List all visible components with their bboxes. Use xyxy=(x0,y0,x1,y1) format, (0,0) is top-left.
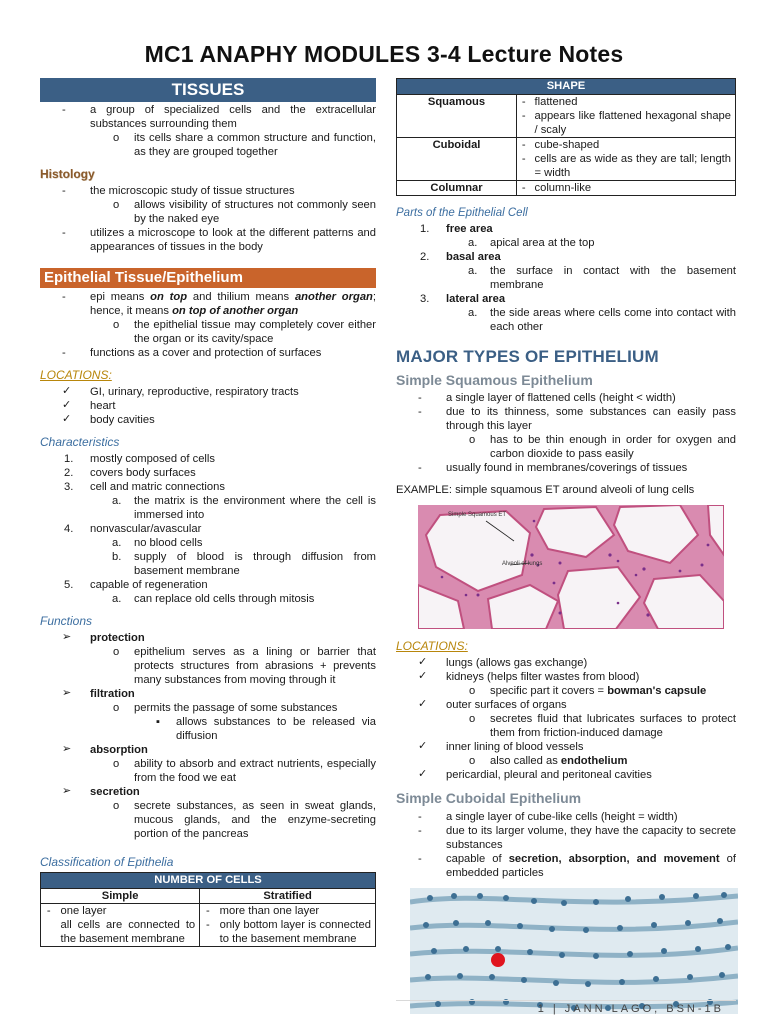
tissues-header: TISSUES xyxy=(40,78,376,102)
dash-bullet-icon: - xyxy=(62,185,66,197)
circle-bullet-icon: o xyxy=(113,758,120,770)
list-item: a. the matrix is the environment where the cell is immersed into xyxy=(112,495,376,521)
list-item: a. apical area at the top xyxy=(468,237,595,250)
alveoli-micrograph xyxy=(418,505,724,629)
list-item: 3. cell and matric connections xyxy=(64,481,225,493)
dash-bullet-icon: - xyxy=(418,824,422,837)
arrow-bullet-icon: ➢ xyxy=(62,743,72,755)
checkmark-icon: ✓ xyxy=(62,413,72,425)
checkmark-icon: ✓ xyxy=(418,698,428,711)
dash-bullet-icon: - xyxy=(62,347,66,359)
list-item: 3. lateral area xyxy=(420,293,506,306)
list-item: o secretes fluid that lubricates surfaces to protect them from friction-induced damage xyxy=(469,713,736,740)
list-item: o epithelium serves as a lining or barrier that protects structures from abrasions + prevents many substances from moving through it xyxy=(113,646,376,686)
number-of-cells-table xyxy=(40,872,376,947)
page-title: MC1 ANAPHY MODULES 3-4 Lecture Notes xyxy=(144,41,624,67)
dash-bullet-icon: - xyxy=(62,291,66,303)
functions-header: Functions xyxy=(40,614,93,628)
list-item: a. the surface in contact with the basement membrane xyxy=(468,265,736,292)
circle-bullet-icon: o xyxy=(469,755,476,768)
list-item: ✓ kidneys (helps filter wastes from blood) xyxy=(418,670,640,684)
list-item: ✓ body cavities xyxy=(62,413,155,426)
list-item: a. can replace old cells through mitosis xyxy=(112,593,315,605)
list-item: - due to its larger volume, they have the capacity to secrete substances xyxy=(418,824,736,851)
dash-bullet-icon: - xyxy=(62,104,66,116)
list-item: a. no blood cells xyxy=(112,537,203,549)
classification-header: Classification of Epithelia xyxy=(40,855,174,869)
dash-bullet-icon: - xyxy=(418,392,422,405)
checkmark-icon: ✓ xyxy=(418,656,428,669)
list-item: 4. nonvascular/avascular xyxy=(64,523,202,535)
list-item: ✓ outer surfaces of organs xyxy=(418,698,567,712)
list-item: o its cells share a common structure and function, as they are grouped together xyxy=(113,132,376,158)
list-item: - a single layer of cube-like cells (height = width) xyxy=(418,810,678,823)
cuboidal-micrograph xyxy=(410,888,738,1014)
list-item: - due to its thinness, some substances can easily pass through this layer xyxy=(418,406,736,433)
list-item: 2. basal area xyxy=(420,251,501,264)
list-item: - capable of secretion, absorption, and movement of embedded particles xyxy=(418,852,736,879)
list-item: o allows visibility of structures not commonly seen by the naked eye xyxy=(113,199,376,225)
list-item: - a single layer of flattened cells (height < width) xyxy=(418,392,676,405)
footer-divider xyxy=(396,1000,736,1001)
example-text: EXAMPLE: simple squamous ET around alveoli of lung cells xyxy=(396,484,695,497)
table-cell: one layer all cells are connected to the basement membrane xyxy=(57,904,200,947)
circle-bullet-icon: o xyxy=(113,199,120,211)
list-item: - the microscopic study of tissue structures xyxy=(62,185,295,197)
checkmark-icon: ✓ xyxy=(418,768,428,781)
list-item: - a group of specialized cells and the extracellular substances surrounding them xyxy=(62,104,376,130)
simple-squamous-header: Simple Squamous Epithelium xyxy=(396,371,593,388)
circle-bullet-icon: o xyxy=(113,319,120,331)
circle-bullet-icon: o xyxy=(469,685,476,698)
checkmark-icon: ✓ xyxy=(62,399,72,411)
major-types-header: MAJOR TYPES OF EPITHELIUM xyxy=(396,347,659,367)
shape-table xyxy=(396,78,736,196)
list-item: ✓ pericardial, pleural and peritoneal cavities xyxy=(418,768,652,782)
list-item: o the epithelial tissue may completely cover either the organ or its cavity/space xyxy=(113,319,376,345)
list-item: 2. covers body surfaces xyxy=(64,467,196,479)
micrograph-image xyxy=(418,505,724,629)
list-item: o ability to absorb and extract nutrients, especially from the food we eat xyxy=(113,758,376,784)
arrow-bullet-icon: ➢ xyxy=(62,785,72,797)
locations-header: LOCATIONS: xyxy=(40,368,112,382)
circle-bullet-icon: o xyxy=(469,434,476,447)
table-row: Columnar - column-like xyxy=(397,181,736,196)
micrograph-label: Alveoli of lungs xyxy=(502,561,543,568)
list-item: ✓ inner lining of blood vessels xyxy=(418,740,584,754)
circle-bullet-icon: o xyxy=(113,702,120,714)
list-item: - epi means on top and thilium means another organ; hence, it means on top of another organ xyxy=(62,291,376,317)
table-row: - one layer all cells are connected to the basement membrane - - more than one layer only bottom layer is connected to the basement membrane xyxy=(41,904,376,947)
list-item: o also called as endothelium xyxy=(469,755,628,768)
list-item: ➢ secretion xyxy=(62,785,140,798)
list-item: - functions as a cover and protection of surfaces xyxy=(62,347,322,359)
list-item: ✓ lungs (allows gas exchange) xyxy=(418,656,588,670)
list-item: ➢ absorption xyxy=(62,743,148,756)
characteristics-header: Characteristics xyxy=(40,435,120,449)
circle-bullet-icon: o xyxy=(113,800,120,812)
square-bullet-icon: ▪ xyxy=(156,716,160,728)
table-row: Squamous - - flattened appears like flattened hexagonal shape / scaly xyxy=(397,95,736,138)
list-item: ➢ filtration xyxy=(62,687,135,700)
locations-header-right: LOCATIONS: xyxy=(396,639,468,654)
list-item: o secrete substances, as seen in sweat glands, mucous glands, and the enzyme-secreting portion of the pancreas xyxy=(113,800,376,840)
dash-bullet-icon: - xyxy=(62,227,66,239)
list-item: o has to be thin enough in order for oxygen and carbon dioxide to pass easily xyxy=(469,434,736,461)
table-title: NUMBER OF CELLS xyxy=(41,873,376,889)
table-row: Cuboidal - - cube-shaped cells are as wide as they are tall; length = width xyxy=(397,138,736,181)
circle-bullet-icon: o xyxy=(469,713,476,726)
list-item: - utilizes a microscope to look at the different patterns and appearances of tissues in the body xyxy=(62,227,376,253)
table-title: SHAPE xyxy=(397,79,736,95)
page-footer: 1 | JANN LAGO, BSN-1B xyxy=(537,1003,724,1015)
column-header: Stratified xyxy=(200,889,376,904)
dash-bullet-icon: - xyxy=(418,406,422,419)
checkmark-icon: ✓ xyxy=(418,670,428,683)
dash-bullet-icon: - xyxy=(418,462,422,475)
list-item: ✓ GI, urinary, reproductive, respiratory tracts xyxy=(62,385,299,398)
list-item: ➢ protection xyxy=(62,631,145,644)
histology-header: Histology xyxy=(40,167,95,181)
list-item: b. supply of blood is through diffusion from basement membrane xyxy=(112,551,376,577)
circle-bullet-icon: o xyxy=(113,646,120,658)
checkmark-icon: ✓ xyxy=(62,385,72,397)
column-header: Simple xyxy=(41,889,200,904)
simple-cuboidal-header: Simple Cuboidal Epithelium xyxy=(396,790,582,807)
dash-bullet-icon: - xyxy=(418,852,422,865)
dash-bullet-icon: - xyxy=(418,810,422,823)
micrograph-label: Simple Squamous ET xyxy=(448,512,507,519)
table-cell: more than one layer only bottom layer is connected to the basement membrane xyxy=(216,904,376,947)
left-column xyxy=(40,78,376,947)
list-item: o permits the passage of some substances xyxy=(113,702,338,714)
list-item: - usually found in membranes/coverings of tissues xyxy=(418,462,688,475)
checkmark-icon: ✓ xyxy=(418,740,428,753)
arrow-bullet-icon: ➢ xyxy=(62,687,72,699)
circle-bullet-icon: o xyxy=(113,132,120,144)
micrograph-image xyxy=(410,888,738,1014)
arrow-bullet-icon: ➢ xyxy=(62,631,72,643)
list-item: 1. free area xyxy=(420,223,493,236)
red-marker-dot xyxy=(491,953,505,967)
list-item: ✓ heart xyxy=(62,399,116,412)
parts-header: Parts of the Epithelial Cell xyxy=(396,207,528,219)
list-item: 5. capable of regeneration xyxy=(64,579,208,591)
epithelial-header: Epithelial Tissue/Epithelium xyxy=(40,268,376,288)
right-column xyxy=(396,78,736,1014)
list-item: o specific part it covers = bowman's capsule xyxy=(469,685,707,698)
list-item: a. the side areas where cells come into contact with each other xyxy=(468,307,736,334)
list-item: 1. mostly composed of cells xyxy=(64,453,215,465)
list-item: ▪ allows substances to be released via diffusion xyxy=(156,716,376,742)
